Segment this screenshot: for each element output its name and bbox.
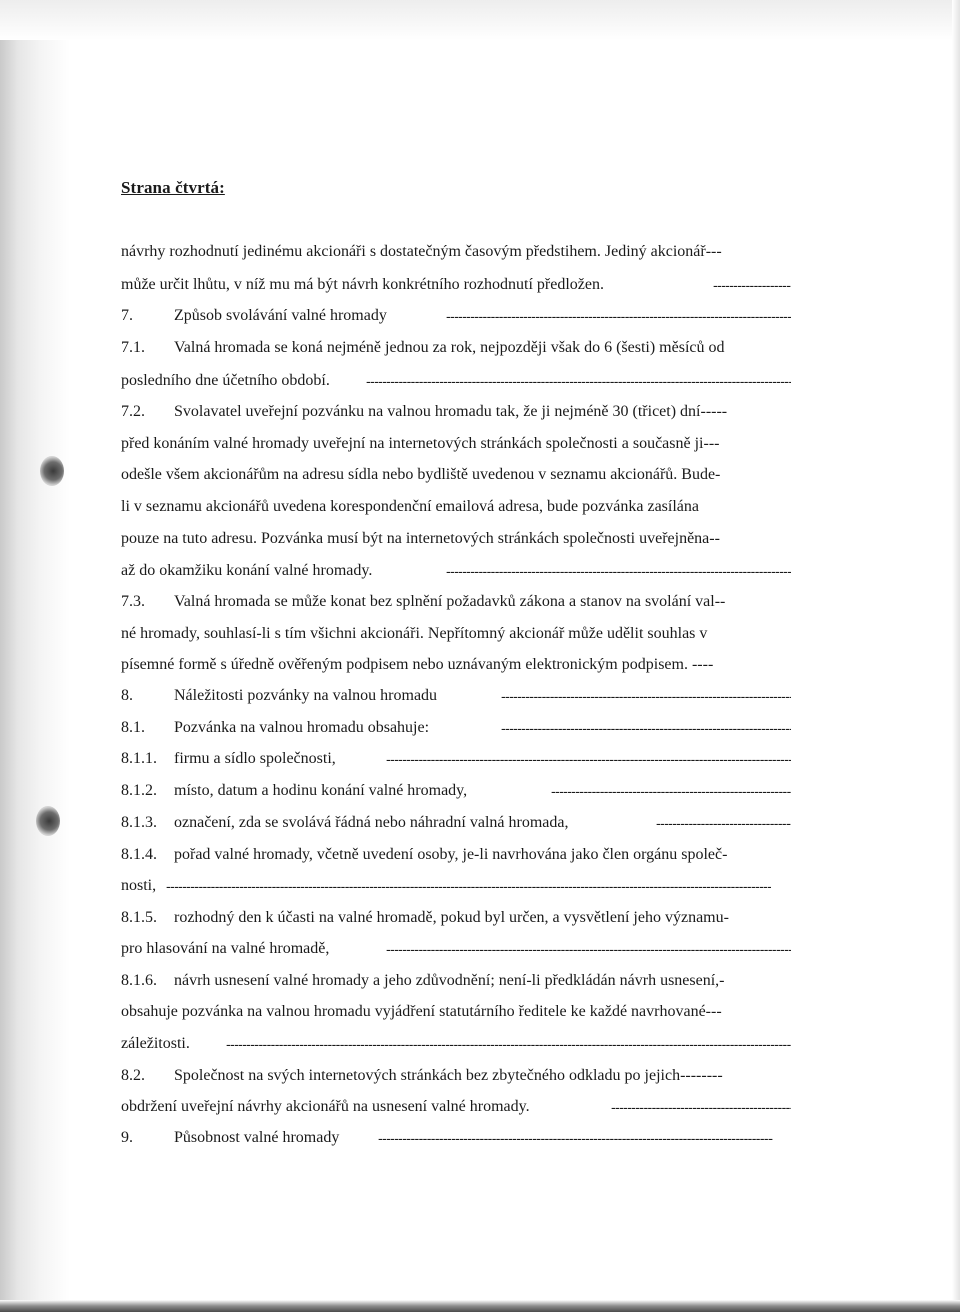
dash-leader (446, 558, 791, 584)
text-line (121, 999, 791, 1025)
text-line (121, 239, 791, 265)
clause-row (121, 715, 791, 741)
line-text: písemné formě s úředně ověřeným podpisem nebo uznávaným elektronickým podpisem. ---- (121, 656, 714, 673)
clause-row (121, 968, 791, 994)
section-number: 7. (121, 307, 133, 324)
clause-row (121, 810, 791, 836)
clause-number: 8.1.5. (121, 909, 157, 926)
clause-row (121, 746, 791, 772)
dash-leader (386, 746, 791, 772)
dash-leader (501, 683, 791, 709)
text-line (121, 368, 791, 394)
text-line (121, 526, 791, 552)
page-heading: Strana čtvrtá: (121, 178, 225, 197)
section-title: Způsob svolávání valné hromady (174, 307, 387, 324)
line-text: né hromady, souhlasí-li s tím všichni akcionáři. Nepřítomný akcionář může udělit souhlas v (121, 625, 708, 642)
text-line (121, 652, 791, 678)
clause-number: 8.1.4. (121, 846, 157, 863)
clause-row (121, 399, 791, 425)
line-text: před konáním valné hromady uveřejní na internetových stránkách společnosti a současně ji--- (121, 435, 720, 452)
line-text: obdržení uveřejní návrhy akcionářů na usnesení valné hromady. (121, 1098, 530, 1115)
clause-text: Společnost na svých internetových stránkách bez zbytečného odkladu po jejich-------- (174, 1067, 723, 1084)
clause-row (121, 842, 791, 868)
clause-text: návrh usnesení valné hromady a jeho zdůvodnění; není-li předkládán návrh usnesení,- (174, 972, 725, 989)
line-text: může určit lhůtu, v níž mu má být návrh konkrétního rozhodnutí předložen. (121, 276, 604, 293)
section-heading-row (121, 683, 791, 709)
text-line (121, 873, 791, 899)
clause-number: 8.1.3. (121, 814, 157, 831)
dash-leader (611, 1094, 791, 1120)
clause-text: označení, zda se svolává řádná nebo náhradní valná hromada, (174, 814, 569, 831)
text-line (121, 1094, 791, 1120)
section-title: Působnost valné hromady (174, 1129, 340, 1146)
text-line (121, 462, 791, 488)
line-text: až do okamžiku konání valné hromady. (121, 562, 373, 579)
line-text: návrhy rozhodnutí jedinému akcionáři s dostatečným časovým předstihem. Jediný akcionář--- (121, 243, 722, 260)
dash-leader (366, 368, 791, 394)
dash-leader (713, 272, 791, 298)
scan-shadow (0, 0, 70, 1312)
text-line (121, 1031, 791, 1057)
dash-leader (656, 810, 791, 836)
clause-text: Svolavatel uveřejní pozvánku na valnou hromadu tak, že ji nejméně 30 (třicet) dní----- (174, 403, 728, 420)
clause-number: 7.3. (121, 593, 145, 610)
line-text: nosti, (121, 877, 157, 894)
clause-row (121, 1063, 791, 1089)
clause-row (121, 778, 791, 804)
clause-text: firmu a sídlo společnosti, (174, 750, 336, 767)
line-text: li v seznamu akcionářů uvedena korespondenční emailová adresa, bude pozvánka zasílána (121, 498, 699, 515)
text-line (121, 936, 791, 962)
punch-hole-mark (36, 806, 60, 836)
clause-text: místo, datum a hodinu konání valné hromady, (174, 782, 468, 799)
clause-number: 7.2. (121, 403, 145, 420)
clause-row (121, 335, 791, 361)
clause-text: Valná hromada se koná nejméně jednou za rok, nejpozději však do 6 (šesti) měsíců od (174, 339, 725, 356)
section-number: 8. (121, 687, 133, 704)
clause-text: Pozvánka na valnou hromadu obsahuje: (174, 719, 430, 736)
dash-leader (386, 936, 791, 962)
dash-leader (226, 1031, 791, 1057)
page-bottom-edge (0, 1300, 960, 1312)
section-number: 9. (121, 1129, 133, 1146)
section-heading-row (121, 1125, 791, 1151)
dash-leader (551, 778, 791, 804)
text-line (121, 621, 791, 647)
text-line (121, 494, 791, 520)
dash-leader (378, 1125, 773, 1151)
text-line (121, 272, 791, 298)
clause-number: 8.1.6. (121, 972, 157, 989)
line-text: odešle všem akcionářům na adresu sídla nebo bydliště uvedenou v seznamu akcionářů. Bude- (121, 466, 721, 483)
clause-number: 8.1.1. (121, 750, 157, 767)
clause-row (121, 905, 791, 931)
dash-leader (166, 873, 771, 899)
clause-number: 8.1. (121, 719, 145, 736)
scan-shadow-top (0, 0, 960, 40)
text-line (121, 558, 791, 584)
clause-row (121, 589, 791, 615)
punch-hole-mark (40, 456, 64, 486)
section-title: Náležitosti pozvánky na valnou hromadu (174, 687, 438, 704)
dash-leader (501, 715, 791, 741)
dash-leader (446, 303, 791, 329)
clause-text: Valná hromada se může konat bez splnění požadavků zákona a stanov na svolání val-- (174, 593, 726, 610)
scan-edge (952, 0, 960, 1312)
text-line (121, 431, 791, 457)
line-text: posledního dne účetního období. (121, 372, 330, 389)
clause-text: pořad valné hromady, včetně uvedení osoby, je-li navrhována jako člen orgánu společ- (174, 846, 728, 863)
line-text: pouze na tuto adresu. Pozvánka musí být na internetových stránkách společnosti uveřejněna-- (121, 530, 720, 547)
line-text: pro hlasování na valné hromadě, (121, 940, 330, 957)
clause-number: 8.2. (121, 1067, 145, 1084)
clause-number: 7.1. (121, 339, 145, 356)
clause-number: 8.1.2. (121, 782, 157, 799)
clause-text: rozhodný den k účasti na valné hromadě, pokud byl určen, a vysvětlení jeho významu- (174, 909, 729, 926)
line-text: záležitosti. (121, 1035, 190, 1052)
section-heading-row (121, 303, 791, 329)
line-text: obsahuje pozvánka na valnou hromadu vyjádření statutárního ředitele ke každé navrhované--- (121, 1003, 722, 1020)
